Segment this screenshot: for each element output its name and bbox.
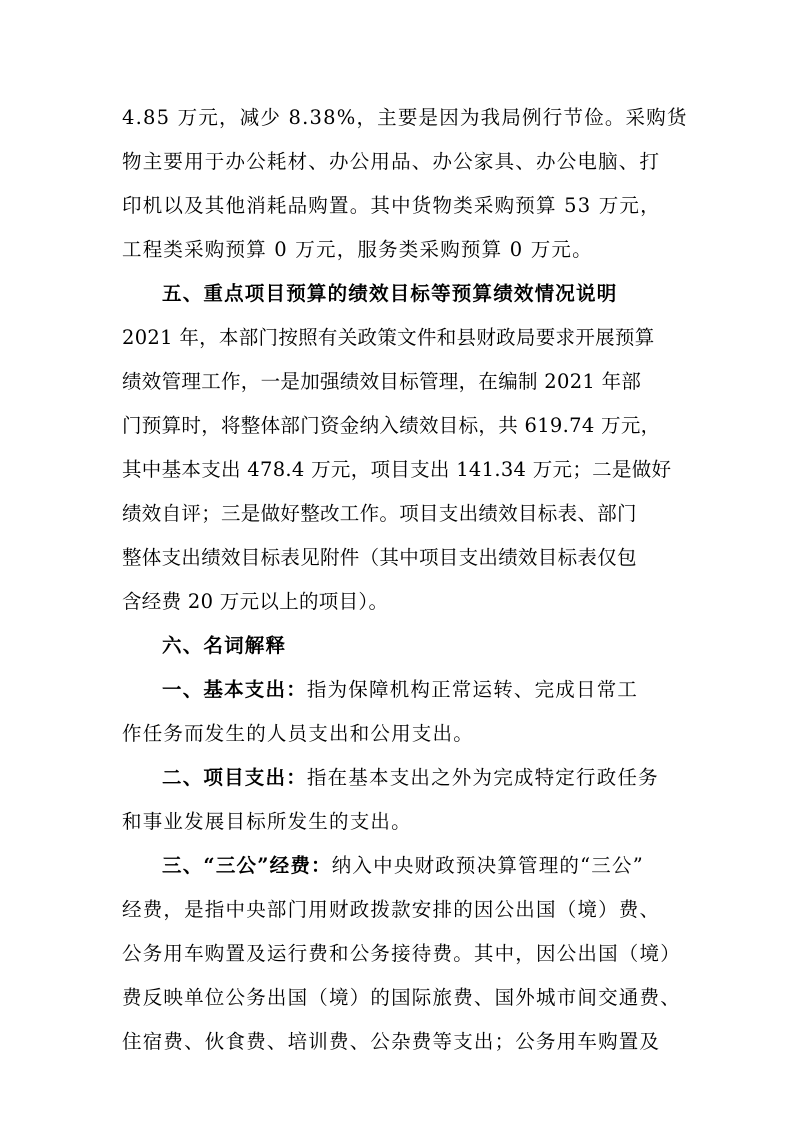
paragraph-line: 作任务而发生的人员支出和公用支出。 [122, 722, 474, 745]
section-heading: 五、重点项目预算的绩效目标等预算绩效情况说明 [162, 282, 618, 305]
term-line [162, 766, 682, 790]
paragraph-line: 含经费 20 万元以上的项目）。 [122, 590, 389, 613]
paragraph-line: 住宿费、伙食费、培训费、公杂费等支出；公务用车购置及 [122, 1030, 661, 1053]
paragraph-line: 2021 年，本部门按照有关政策文件和县财政局要求开展预算 [122, 326, 655, 349]
term-label: 三、“三公”经费： [162, 854, 332, 877]
term-label: 一、基本支出： [162, 678, 307, 701]
term-label: 二、项目支出： [162, 766, 307, 789]
term-line [162, 678, 682, 702]
paragraph-line: 和事业发展目标所发生的支出。 [122, 810, 412, 833]
term-text: 纳入中央财政预决算管理的“三公” [331, 854, 644, 877]
paragraph-line: 4.85 万元，减少 8.38%，主要是因为我局例行节俭。采购货 [122, 106, 688, 129]
paragraph-line: 经费，是指中央部门用财政拨款安排的因公出国（境）费、 [122, 898, 661, 921]
paragraph-line: 门预算时，将整体部门资金纳入绩效目标，共 619.74 万元， [122, 414, 661, 437]
term-text: 指为保障机构正常运转、完成日常工 [306, 678, 639, 701]
paragraph-line: 物主要用于办公耗材、办公用品、办公家具、办公电脑、打 [122, 150, 661, 173]
paragraph-line: 公务用车购置及运行费和公务接待费。其中，因公出国（境） [122, 942, 681, 965]
paragraph-line: 其中基本支出 478.4 万元，项目支出 141.34 万元；二是做好 [122, 458, 672, 481]
paragraph-line: 整体支出绩效目标表见附件（其中项目支出绩效目标表仅包 [122, 546, 637, 569]
term-line [162, 854, 682, 878]
term-text: 指在基本支出之外为完成特定行政任务 [306, 766, 659, 789]
paragraph-line: 工程类采购预算 0 万元，服务类采购预算 0 万元。 [122, 238, 593, 261]
paragraph-line: 印机以及其他消耗品购置。其中货物类采购预算 53 万元， [122, 194, 661, 217]
paragraph-line: 绩效管理工作，一是加强绩效目标管理，在编制 2021 年部 [122, 370, 642, 393]
paragraph-line: 绩效自评；三是做好整改工作。项目支出绩效目标表、部门 [122, 502, 637, 525]
paragraph-line: 费反映单位公务出国（境）的国际旅费、国外城市间交通费、 [122, 986, 681, 1009]
section-heading: 六、名词解释 [162, 634, 287, 657]
